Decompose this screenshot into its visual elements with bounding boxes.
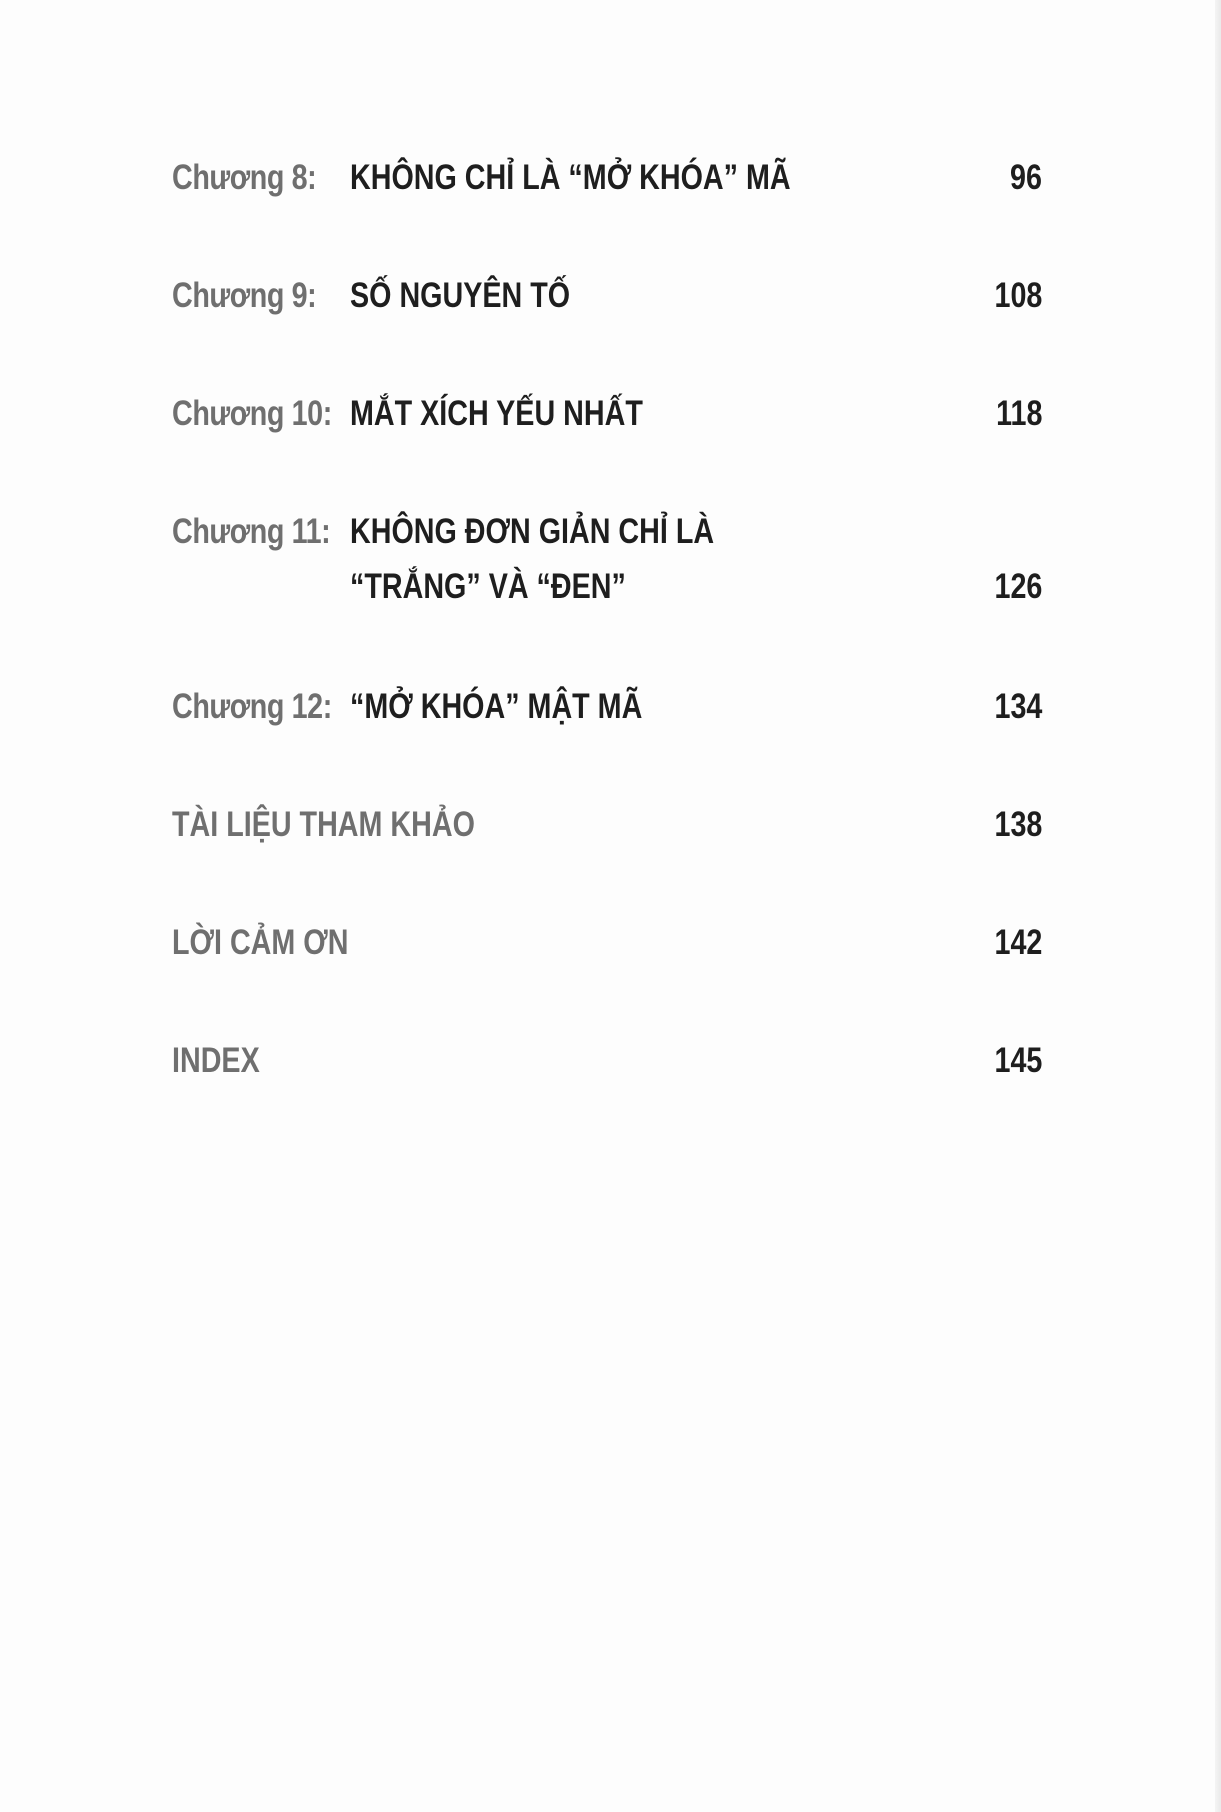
chapter-label: Chương 10: xyxy=(172,394,332,433)
chapter-title-line-2: “TRẮNG” VÀ “ĐEN” xyxy=(350,567,626,606)
chapter-title: “MỞ KHÓA” MẬT MÃ xyxy=(350,687,643,726)
toc-entry-acknowledgements[interactable] xyxy=(172,915,1042,1033)
toc-entry-chapter-9[interactable] xyxy=(172,268,1042,386)
chapter-title: SỐ NGUYÊN TỐ xyxy=(350,276,571,315)
toc-entry-chapter-11[interactable] xyxy=(172,504,1042,679)
page-number: 142 xyxy=(994,923,1042,962)
chapter-label: Chương 11: xyxy=(172,512,331,551)
page-number: 126 xyxy=(994,567,1042,606)
toc-entry-index[interactable] xyxy=(172,1033,1042,1151)
table-of-contents xyxy=(172,150,1042,1151)
section-title: INDEX xyxy=(172,1041,260,1080)
section-title: TÀI LIỆU THAM KHẢO xyxy=(172,805,475,844)
toc-entry-chapter-12[interactable] xyxy=(172,679,1042,797)
toc-entry-references[interactable] xyxy=(172,797,1042,915)
chapter-label: Chương 9: xyxy=(172,276,317,315)
page-number: 108 xyxy=(994,276,1042,315)
chapter-label: Chương 8: xyxy=(172,158,317,197)
toc-entry-chapter-8[interactable] xyxy=(172,150,1042,268)
page-number: 145 xyxy=(994,1041,1042,1080)
chapter-title: KHÔNG CHỈ LÀ “MỞ KHÓA” MÃ xyxy=(350,158,791,197)
section-title: LỜI CẢM ƠN xyxy=(172,923,349,962)
chapter-title: MẮT XÍCH YẾU NHẤT xyxy=(350,394,643,433)
toc-entry-chapter-10[interactable] xyxy=(172,386,1042,504)
page-number: 118 xyxy=(995,394,1042,433)
page-number: 96 xyxy=(1010,158,1042,197)
page-number: 134 xyxy=(994,687,1042,726)
page-number: 138 xyxy=(994,805,1042,844)
page-edge-shadow xyxy=(1215,0,1221,1812)
chapter-label: Chương 12: xyxy=(172,687,332,726)
chapter-title-line-1: KHÔNG ĐƠN GIẢN CHỈ LÀ xyxy=(350,512,715,551)
